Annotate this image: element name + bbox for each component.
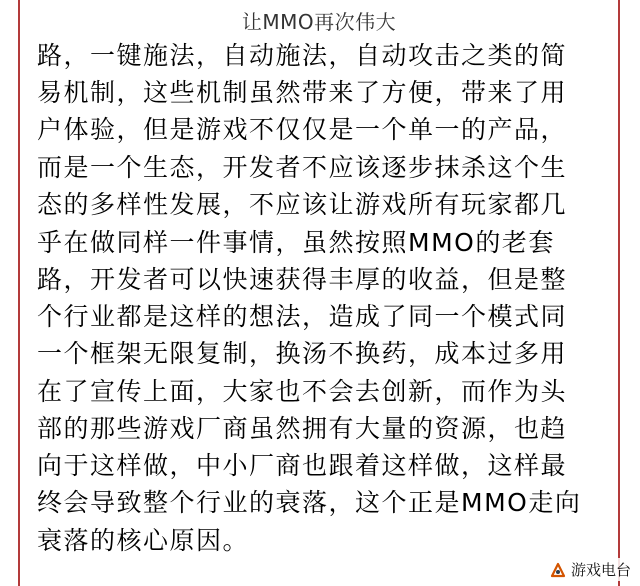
text-line: 个行业都是这样的想法，造成了同一个模式同 bbox=[37, 302, 568, 331]
text-line: 而是一个生态，开发者不应该逐步抹杀这个生 bbox=[37, 153, 568, 182]
text-line: 终会导致整个行业的衰落，这个正是MMO走向 bbox=[37, 488, 582, 517]
article-title: 让MMO再次伟大 bbox=[241, 10, 397, 34]
text-line: 路，一键施法，自动施法，自动攻击之类的简 bbox=[37, 41, 568, 70]
watermark-text: 游戏电台 bbox=[570, 561, 631, 579]
text-line: 态的多样性发展，不应该让游戏所有玩家都几 bbox=[37, 190, 568, 219]
text-line: 在了宣传上面，大家也不会去创新，而作为头 bbox=[37, 377, 568, 406]
game-radio-logo-icon bbox=[549, 561, 567, 579]
text-line: 衰落的核心原因。 bbox=[37, 526, 250, 555]
text-line: 部的那些游戏厂商虽然拥有大量的资源，也趋 bbox=[37, 414, 568, 443]
text-line: 易机制，这些机制虽然带来了方便，带来了用 bbox=[37, 78, 568, 107]
article-body bbox=[37, 41, 617, 581]
text-line: 向于这样做，中小厂商也跟着这样做，这样最 bbox=[37, 451, 568, 480]
watermark bbox=[546, 558, 634, 581]
text-line: 一个框架无限复制，换汤不换药，成本过多用 bbox=[37, 339, 568, 368]
text-line: 路，开发者可以快速获得丰厚的收益，但是整 bbox=[37, 265, 568, 294]
text-line: 乎在做同样一件事情，虽然按照MMO的老套 bbox=[37, 228, 555, 257]
text-line: 户体验，但是游戏不仅仅是一个单一的产品， bbox=[37, 115, 568, 144]
